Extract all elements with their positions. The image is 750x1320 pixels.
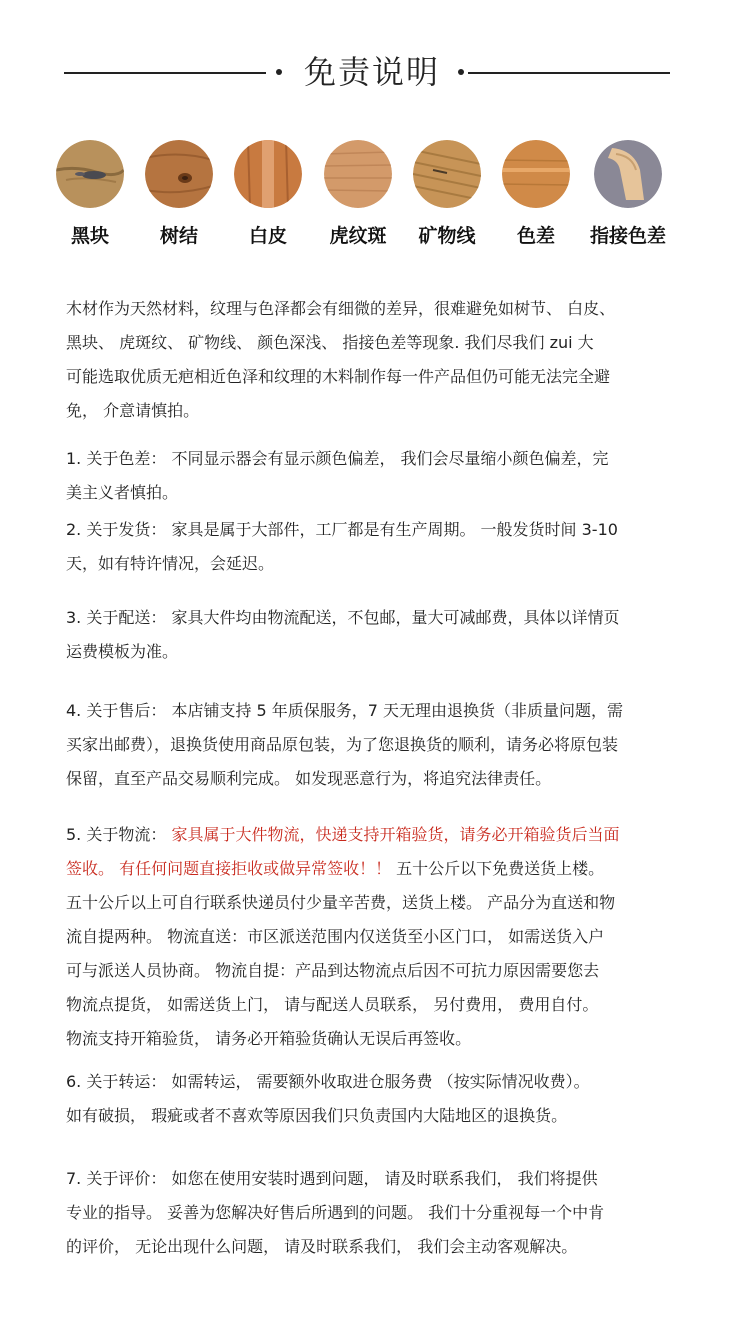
intro-line: 免， 介意请慎拍。 [66,401,200,420]
page-title: 免责说明 [303,53,440,91]
review-item [66,1162,686,1264]
swatch-label: 色差 [516,225,555,247]
item-line: 运费模板为准。 [66,642,179,661]
intro-line: 可能选取优质无疤相近色泽和纹理的木料制作每一件产品但仍可能无法完全避 [66,367,611,386]
item-line: 3. 关于配送： 家具大件均由物流配送，不包邮，量大可减邮费，具体以详情页 [66,608,620,627]
title-rule-left [64,72,266,74]
swatch-label: 白皮 [248,225,287,247]
logistics-line-1 [66,818,686,852]
item-line: 物流点提货， 如需送货上门， 请与配送人员联系， 另付费用， 费用自付。 [66,995,599,1014]
transfer-item [66,1065,686,1133]
intro-line: 木材作为天然材料，纹理与色泽都会有细微的差异，很难避免如树节、 白皮、 [66,299,616,318]
title-row [0,50,750,94]
item-line: 可与派送人员协商。 物流自提：产品到达物流点后因不可抗力原因需要您去 [66,961,600,980]
after-sales-item [66,694,686,796]
color-difference-image [502,140,570,208]
intro-line: 黑块、 虎斑纹、 矿物线、 颜色深浅、 指接色差等现象. 我们尽我们 zui 大 [66,333,594,352]
black-block-image [56,140,124,208]
item-line: 买家出邮费），退换货使用商品原包装，为了您退换货的顺利，请务必将原包装 [66,735,619,754]
item-line: 7. 关于评价： 如您在使用安装时遇到问题， 请及时联系我们， 我们将提供 [66,1169,598,1188]
shipping-item [66,513,686,581]
intro-paragraph [66,292,686,428]
swatch-finger-joint [583,140,673,250]
mineral-line-image [413,140,481,208]
swatch-label: 矿物线 [418,225,476,247]
swatch-label: 树结 [159,225,198,247]
finger-joint-image [594,140,662,208]
wood-swatches [0,140,750,260]
knot-image [145,140,213,208]
swatch-label: 虎纹斑 [329,225,387,247]
item-line: 4. 关于售后： 本店铺支持 5 年质保服务，7 天无理由退换货（非质量问题，需 [66,701,624,720]
logistics-line-2 [66,852,686,886]
item-line: 6. 关于转运： 如需转运， 需要额外收取进仓服务费 （按实际情况收费）。 [66,1072,590,1091]
color-difference-item [66,442,686,510]
item-line: 物流支持开箱验货， 请务必开箱验货确认无误后再签收。 [66,1029,472,1048]
swatch-label: 指接色差 [589,225,666,247]
logistics-free-delivery: 五十公斤以下免费送货上楼。 [391,859,605,878]
item-line: 美主义者慎拍。 [66,483,179,502]
title-dot-left [276,69,282,75]
logistics-prefix: 5. 关于物流： [66,825,172,844]
logistics-warning: 家具属于大件物流，快递支持开箱验货，请务必开箱验货后当面 [171,825,620,844]
item-line: 保留，直至产品交易顺利完成。 如发现恶意行为，将追究法律责任。 [66,769,552,788]
logistics-warning: 签收。 有任何问题直接拒收或做异常签收！！ [66,859,392,878]
delivery-item [66,601,686,669]
item-line: 的评价， 无论出现什么问题， 请及时联系我们， 我们会主动客观解决。 [66,1237,578,1256]
swatch-label: 黑块 [70,225,109,247]
item-line: 流自提两种。 物流直送：市区派送范围内仅送货至小区门口， 如需送货入户 [66,927,605,946]
item-line: 2. 关于发货： 家具是属于大部件，工厂都是有生产周期。 一般发货时间 3-10 [66,520,618,539]
title-rule-right [468,72,670,74]
logistics-item [66,818,686,1056]
item-line: 如有破损， 瑕疵或者不喜欢等原因我们只负责国内大陆地区的退换货。 [66,1106,568,1125]
title-dot-right [458,69,464,75]
item-line: 五十公斤以上可自行联系快递员付少量辛苦费，送货上楼。 产品分为直送和物 [66,893,616,912]
item-line: 专业的指导。 妥善为您解决好售后所遇到的问题。 我们十分重视每一个中肯 [66,1203,605,1222]
item-line: 1. 关于色差： 不同显示器会有显示颜色偏差， 我们会尽量缩小颜色偏差，完 [66,449,609,468]
tiger-stripe-image [324,140,392,208]
white-skin-image [234,140,302,208]
item-line: 天，如有特许情况，会延迟。 [66,554,275,573]
